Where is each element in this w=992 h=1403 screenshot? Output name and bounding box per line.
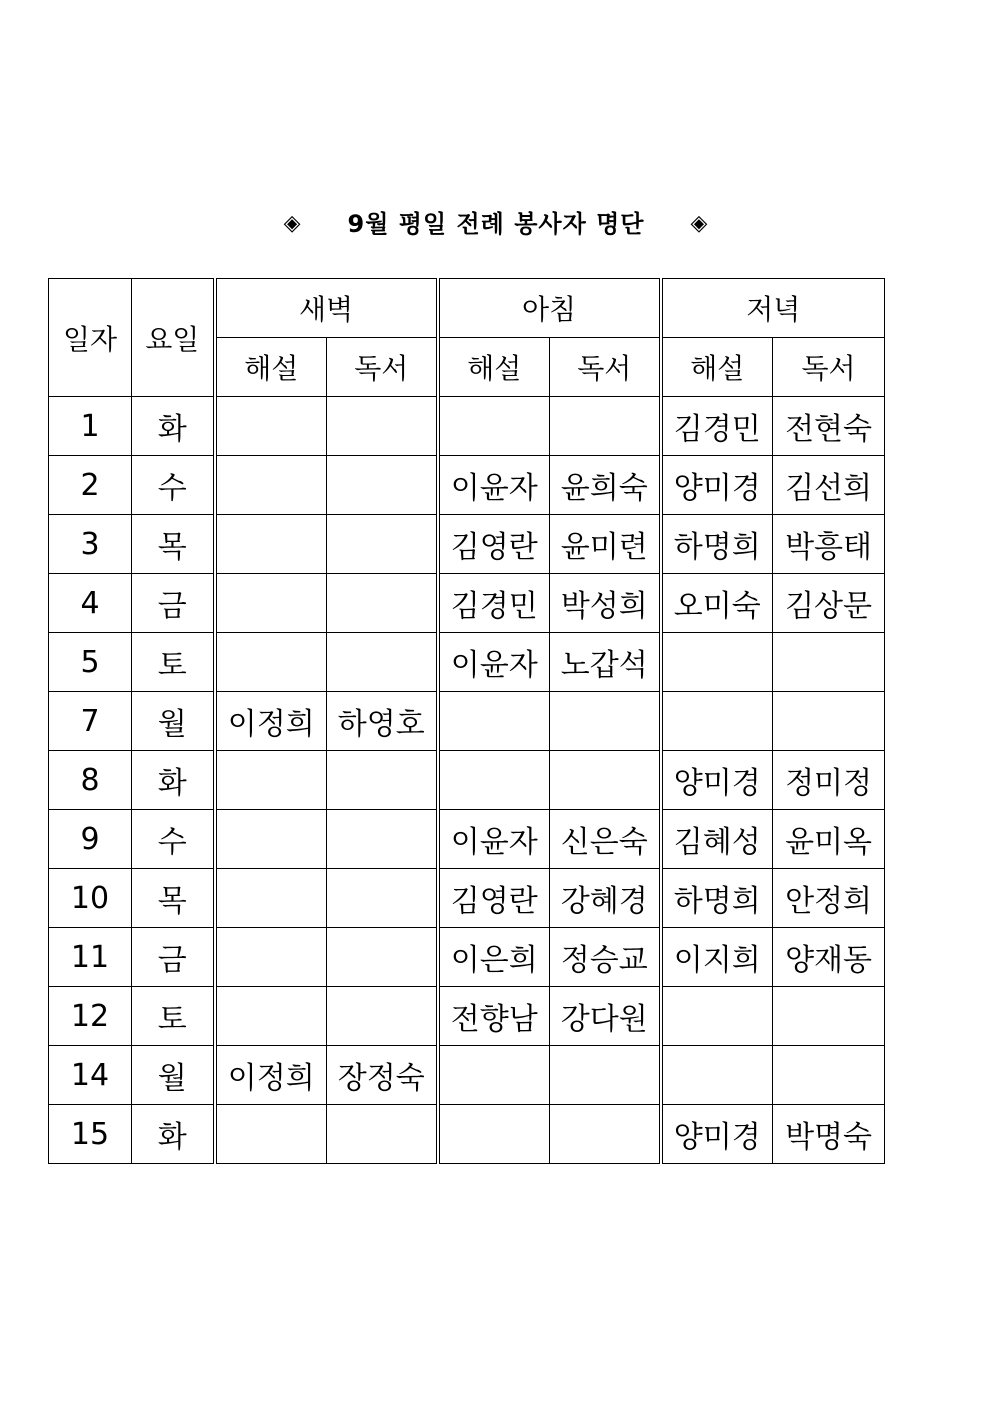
morning-commentary-cell <box>438 397 550 456</box>
date-cell: 2 <box>49 456 132 515</box>
dawn-reading-cell <box>327 456 438 515</box>
evening-commentary-cell: 오미숙 <box>661 574 773 633</box>
weekday-cell: 금 <box>132 574 215 633</box>
date-cell: 14 <box>49 1046 132 1105</box>
document-title <box>0 203 992 243</box>
dawn-commentary-cell <box>215 633 327 692</box>
table-row <box>49 1046 885 1105</box>
dawn-commentary-cell: 이정희 <box>215 692 327 751</box>
morning-commentary-cell <box>438 751 550 810</box>
weekday-cell: 화 <box>132 1105 215 1164</box>
weekday-cell: 화 <box>132 751 215 810</box>
header-weekday: 요일 <box>132 279 215 397</box>
weekday-cell: 수 <box>132 456 215 515</box>
morning-reading-cell: 윤미련 <box>550 515 661 574</box>
evening-commentary-cell <box>661 633 773 692</box>
volunteer-schedule-table <box>48 278 885 1164</box>
morning-commentary-cell: 김경민 <box>438 574 550 633</box>
header-role-reading: 독서 <box>773 338 885 397</box>
evening-commentary-cell: 김경민 <box>661 397 773 456</box>
dawn-reading-cell <box>327 751 438 810</box>
dawn-commentary-cell <box>215 810 327 869</box>
evening-commentary-cell: 양미경 <box>661 456 773 515</box>
evening-reading-cell: 김상문 <box>773 574 885 633</box>
weekday-cell: 목 <box>132 515 215 574</box>
dawn-commentary-cell <box>215 987 327 1046</box>
morning-commentary-cell: 김영란 <box>438 869 550 928</box>
evening-reading-cell: 박명숙 <box>773 1105 885 1164</box>
weekday-cell: 수 <box>132 810 215 869</box>
morning-reading-cell: 신은숙 <box>550 810 661 869</box>
header-role-reading: 독서 <box>550 338 661 397</box>
title-text: 9월 평일 전례 봉사자 명단 <box>347 210 645 238</box>
morning-reading-cell: 노갑석 <box>550 633 661 692</box>
header-group-evening: 저녁 <box>661 279 885 338</box>
dawn-commentary-cell: 이정희 <box>215 1046 327 1105</box>
dawn-reading-cell <box>327 928 438 987</box>
evening-commentary-cell <box>661 1046 773 1105</box>
table-row <box>49 928 885 987</box>
dawn-commentary-cell <box>215 1105 327 1164</box>
date-cell: 1 <box>49 397 132 456</box>
morning-reading-cell: 박성희 <box>550 574 661 633</box>
dawn-reading-cell <box>327 574 438 633</box>
morning-commentary-cell <box>438 1105 550 1164</box>
dawn-reading-cell <box>327 1105 438 1164</box>
morning-reading-cell: 강다원 <box>550 987 661 1046</box>
table-row <box>49 987 885 1046</box>
evening-reading-cell <box>773 1046 885 1105</box>
date-cell: 11 <box>49 928 132 987</box>
evening-reading-cell <box>773 633 885 692</box>
weekday-cell: 월 <box>132 1046 215 1105</box>
morning-reading-cell <box>550 397 661 456</box>
dawn-commentary-cell <box>215 751 327 810</box>
evening-reading-cell: 안정희 <box>773 869 885 928</box>
table-row <box>49 574 885 633</box>
evening-commentary-cell <box>661 987 773 1046</box>
evening-commentary-cell: 이지희 <box>661 928 773 987</box>
weekday-cell: 토 <box>132 987 215 1046</box>
dawn-commentary-cell <box>215 869 327 928</box>
dawn-reading-cell <box>327 987 438 1046</box>
dawn-reading-cell <box>327 810 438 869</box>
morning-reading-cell: 강혜경 <box>550 869 661 928</box>
date-cell: 9 <box>49 810 132 869</box>
date-cell: 4 <box>49 574 132 633</box>
weekday-cell: 목 <box>132 869 215 928</box>
morning-reading-cell: 윤희숙 <box>550 456 661 515</box>
evening-reading-cell: 김선희 <box>773 456 885 515</box>
header-role-commentary: 해설 <box>215 338 327 397</box>
morning-commentary-cell <box>438 692 550 751</box>
dawn-reading-cell: 장정숙 <box>327 1046 438 1105</box>
evening-reading-cell <box>773 987 885 1046</box>
table-row <box>49 751 885 810</box>
evening-commentary-cell: 김혜성 <box>661 810 773 869</box>
date-cell: 3 <box>49 515 132 574</box>
morning-commentary-cell: 김영란 <box>438 515 550 574</box>
header-role-commentary: 해설 <box>661 338 773 397</box>
dawn-reading-cell <box>327 397 438 456</box>
table-row <box>49 869 885 928</box>
date-cell: 12 <box>49 987 132 1046</box>
evening-reading-cell: 윤미옥 <box>773 810 885 869</box>
morning-commentary-cell: 이은희 <box>438 928 550 987</box>
dawn-commentary-cell <box>215 456 327 515</box>
morning-reading-cell <box>550 1105 661 1164</box>
weekday-cell: 토 <box>132 633 215 692</box>
header-role-commentary: 해설 <box>438 338 550 397</box>
table-row <box>49 633 885 692</box>
weekday-cell: 화 <box>132 397 215 456</box>
evening-reading-cell: 정미정 <box>773 751 885 810</box>
dawn-reading-cell: 하영호 <box>327 692 438 751</box>
evening-reading-cell: 박흥태 <box>773 515 885 574</box>
table-row <box>49 1105 885 1164</box>
dawn-commentary-cell <box>215 574 327 633</box>
date-cell: 5 <box>49 633 132 692</box>
dawn-reading-cell <box>327 515 438 574</box>
dawn-commentary-cell <box>215 515 327 574</box>
date-cell: 8 <box>49 751 132 810</box>
dawn-commentary-cell <box>215 397 327 456</box>
table-row <box>49 810 885 869</box>
diamond-bullet-icon: ◈ <box>283 211 302 236</box>
header-row-groups <box>49 279 885 338</box>
weekday-cell: 금 <box>132 928 215 987</box>
evening-reading-cell: 양재동 <box>773 928 885 987</box>
evening-reading-cell: 전현숙 <box>773 397 885 456</box>
morning-commentary-cell <box>438 1046 550 1105</box>
evening-commentary-cell <box>661 692 773 751</box>
date-cell: 15 <box>49 1105 132 1164</box>
table-row <box>49 692 885 751</box>
evening-commentary-cell: 양미경 <box>661 751 773 810</box>
dawn-reading-cell <box>327 869 438 928</box>
table-row <box>49 456 885 515</box>
table-row <box>49 397 885 456</box>
header-group-dawn: 새벽 <box>215 279 438 338</box>
dawn-commentary-cell <box>215 928 327 987</box>
morning-commentary-cell: 이윤자 <box>438 633 550 692</box>
header-group-morning: 아침 <box>438 279 661 338</box>
date-cell: 10 <box>49 869 132 928</box>
morning-commentary-cell: 이윤자 <box>438 810 550 869</box>
morning-commentary-cell: 전향남 <box>438 987 550 1046</box>
table-row <box>49 515 885 574</box>
weekday-cell: 월 <box>132 692 215 751</box>
morning-reading-cell <box>550 1046 661 1105</box>
header-role-reading: 독서 <box>327 338 438 397</box>
evening-commentary-cell: 하명희 <box>661 869 773 928</box>
morning-reading-cell: 정승교 <box>550 928 661 987</box>
evening-commentary-cell: 양미경 <box>661 1105 773 1164</box>
dawn-reading-cell <box>327 633 438 692</box>
date-cell: 7 <box>49 692 132 751</box>
morning-reading-cell <box>550 692 661 751</box>
evening-commentary-cell: 하명희 <box>661 515 773 574</box>
morning-reading-cell <box>550 751 661 810</box>
evening-reading-cell <box>773 692 885 751</box>
morning-commentary-cell: 이윤자 <box>438 456 550 515</box>
header-date: 일자 <box>49 279 132 397</box>
diamond-bullet-icon: ◈ <box>690 211 709 236</box>
